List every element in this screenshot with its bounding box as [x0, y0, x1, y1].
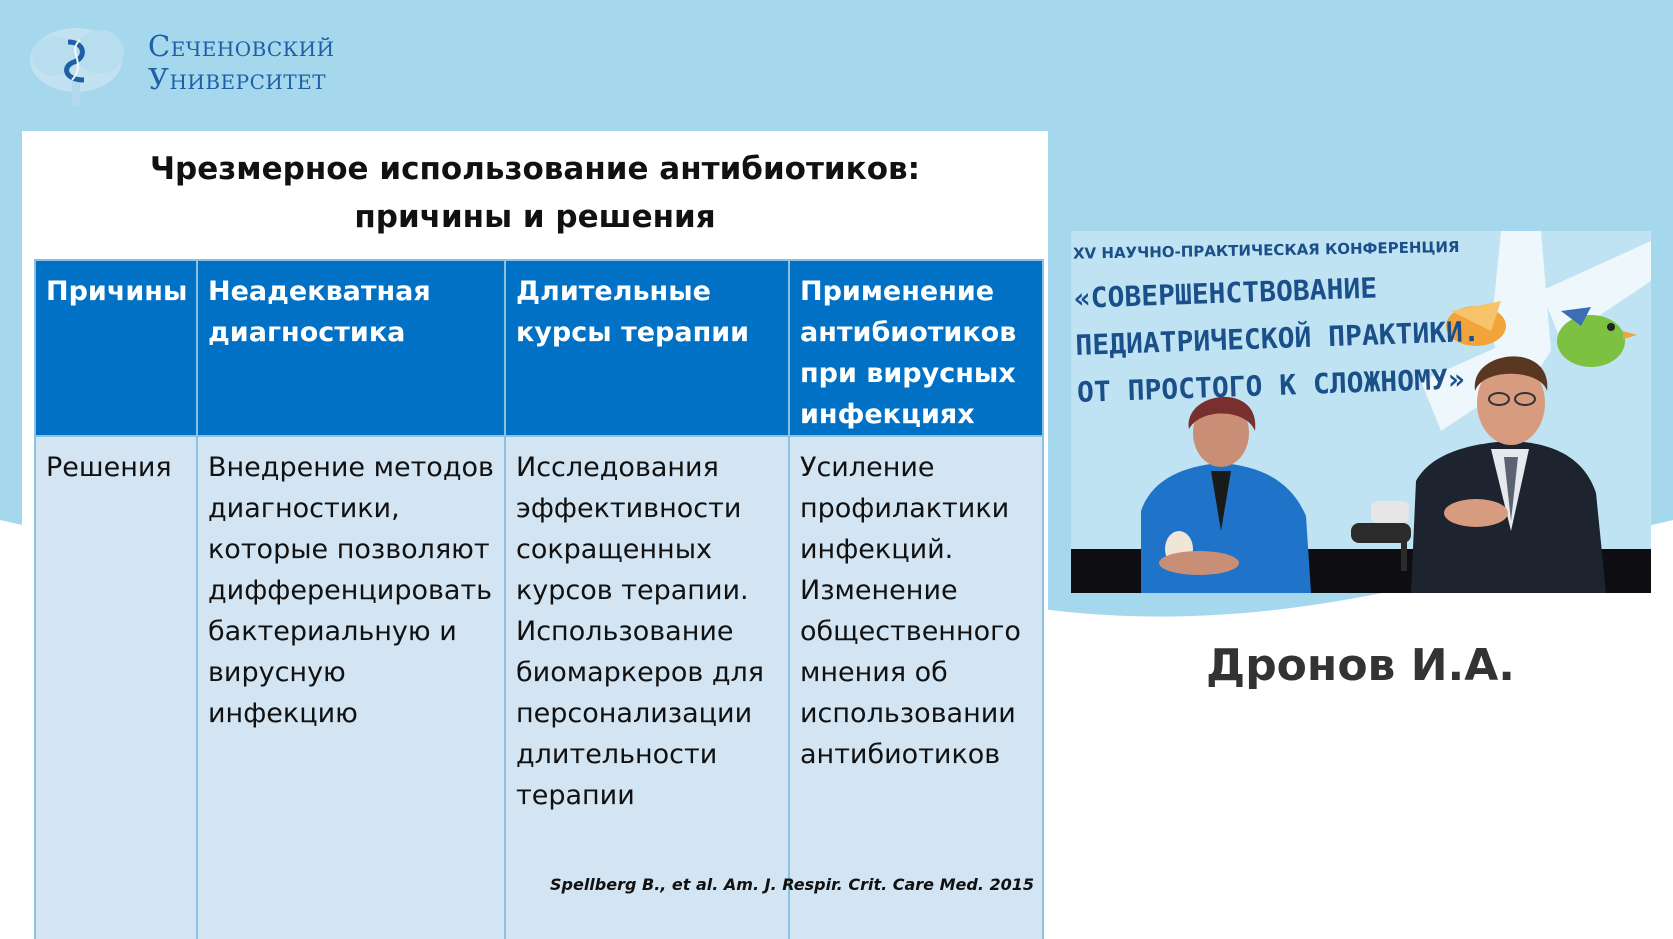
source-citation: Spellberg B., et al. Am. J. Respir. Crit. Care Med. 2015	[549, 875, 1034, 894]
banner-title-line: ПЕДИАТРИЧЕСКОЙ ПРАКТИКИ.	[1074, 314, 1481, 362]
logo-line-1: Сеченовский	[148, 29, 335, 63]
tree-logo-icon	[26, 22, 130, 108]
university-logo	[26, 22, 396, 108]
slide-title-line-2: причины и решения	[354, 199, 716, 235]
table-cell: Внедрение методов диагностики, которые позволяют дифференцировать бактериальную и вирусную инфекцию	[197, 436, 505, 939]
causes-solutions-table	[34, 259, 1044, 939]
header-cell: Применение антибиотиков при вирусных инфекциях	[789, 260, 1043, 436]
header-cell: Неадекватная диагностика	[197, 260, 505, 436]
table-row	[35, 436, 1043, 939]
speaker-video[interactable]	[1071, 231, 1651, 593]
header-cell: Причины	[35, 260, 197, 436]
banner-title-line: «СОВЕРШЕНСТВОВАНИЕ	[1073, 271, 1378, 315]
logo-line-2: Университет	[148, 62, 327, 96]
table-cell: Усиление профилактики инфекций. Изменение общественного мнения об использовании антибиотиков	[789, 436, 1043, 939]
conference-banner-heading: XV НАУЧНО-ПРАКТИЧЕСКАЯ КОНФЕРЕНЦИЯ	[1072, 237, 1460, 263]
speaker-name: Дронов И.А.	[1206, 640, 1516, 691]
slide-title-line-1: Чрезмерное использование антибиотиков:	[149, 151, 921, 187]
banner-title-line: ОТ ПРОСТОГО К СЛОЖНОМУ»	[1076, 362, 1466, 409]
table-cell: Решения	[35, 436, 197, 939]
logo-text	[148, 30, 335, 96]
table-cell: Исследования эффективности сокращенных курсов терапии. Использование биомаркеров для персонализации длительности терапии	[505, 436, 789, 939]
conference-banner-title	[1073, 260, 1498, 416]
table-header-row	[35, 260, 1043, 436]
presentation-slide	[22, 131, 1048, 933]
header-cell: Длительные курсы терапии	[505, 260, 789, 436]
slide-title	[22, 145, 1048, 241]
